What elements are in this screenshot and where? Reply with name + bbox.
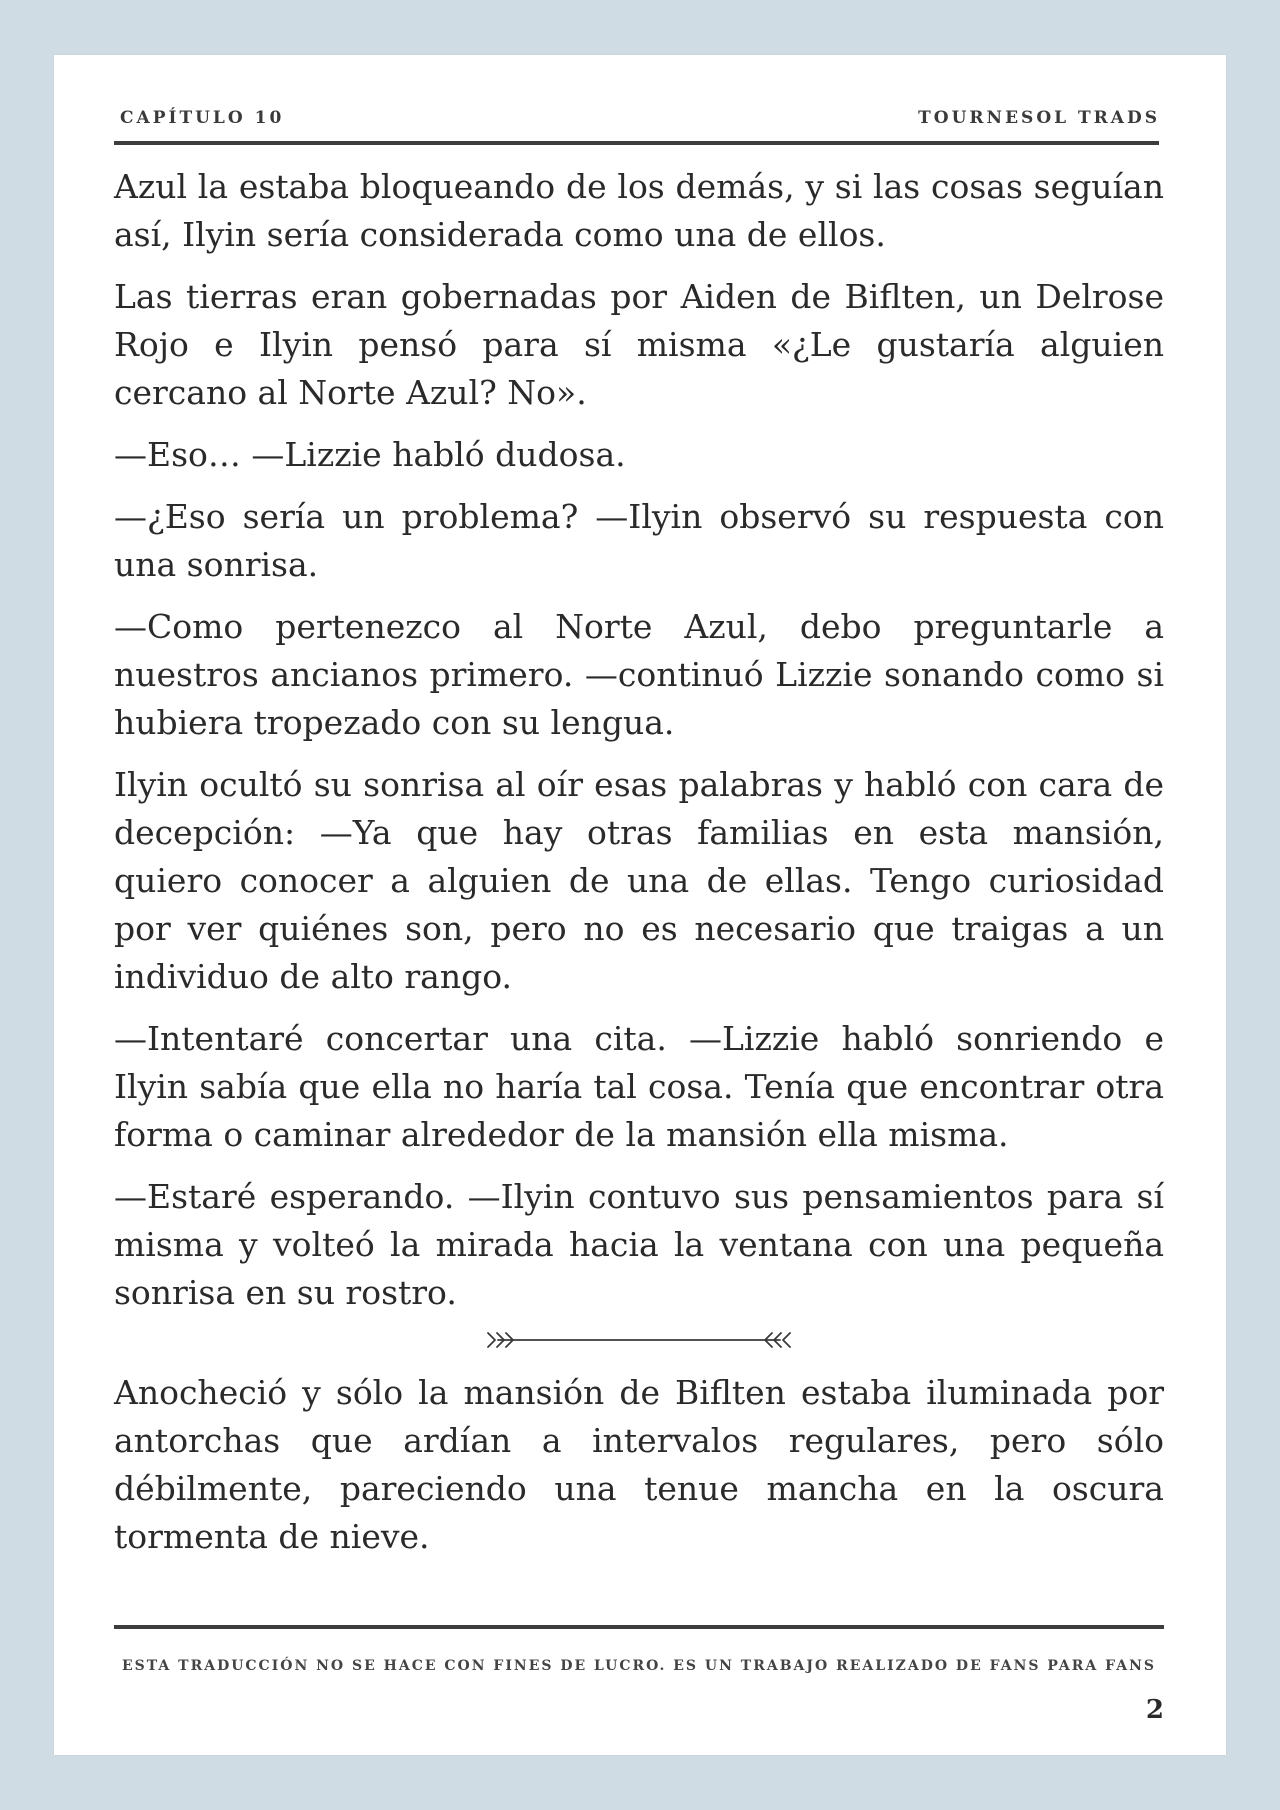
arrow-divider-icon <box>484 1328 794 1352</box>
paragraph: —Estaré esperando. —Ilyin contuvo sus pensamientos para sí misma y volteó la mirada hacia la ventana con una pequeña sonrisa en su rostro. <box>114 1177 1164 1312</box>
header-rule <box>114 141 1159 145</box>
paragraph: —Intentaré concertar una cita. —Lizzie habló sonriendo e Ilyin sabía que ella no haría tal cosa. Tenía que encontrar otra forma o caminar alrededor de la mansión ella misma. <box>114 1019 1164 1154</box>
page-header <box>120 105 1160 131</box>
group-label: TOURNESOL TRADS <box>918 108 1160 128</box>
chapter-text <box>114 163 1164 1575</box>
chapter-label: CAPÍTULO 10 <box>120 108 285 128</box>
paragraph: Ilyin ocultó su sonrisa al oír esas palabras y habló con cara de decepción: —Ya que hay otras familias en esta mansión, quiero conocer a alguien de una de ellas. Tengo curiosidad por ver quiénes son, pero no es necesario que traigas a un individuo de alto rango. <box>114 765 1164 996</box>
paragraph: —Eso… —Lizzie habló dudosa. <box>114 435 626 474</box>
paragraph: Las tierras eran gobernadas por Aiden de Biflten, un Delrose Rojo e Ilyin pensó para sí misma «¿Le gustaría alguien cercano al Norte Azul? No». <box>114 277 1164 412</box>
paragraph: —Como pertenezco al Norte Azul, debo preguntarle a nuestros ancianos primero. —continuó Lizzie sonando como si hubiera tropezado con su lengua. <box>114 607 1164 742</box>
paragraph: —¿Eso sería un problema? —Ilyin observó su respuesta con una sonrisa. <box>114 497 1164 584</box>
footer-disclaimer: ESTA TRADUCCIÓN NO SE HACE CON FINES DE LUCRO. ES UN TRABAJO REALIZADO DE FANS PARA FANS <box>121 1658 1157 1674</box>
paragraph: Azul la estaba bloqueando de los demás, y si las cosas seguían así, Ilyin sería considerada como una de ellos. <box>114 167 1164 254</box>
page-number: 2 <box>1145 1695 1164 1725</box>
paragraph: Anocheció y sólo la mansión de Biflten estaba iluminada por antorchas que ardían a intervalos regulares, pero sólo débilmente, pareciendo una tenue mancha en la oscura tormenta de nieve. <box>114 1373 1164 1556</box>
footer-rule <box>114 1625 1164 1629</box>
scene-divider <box>114 1325 1164 1355</box>
document-page <box>54 55 1226 1755</box>
